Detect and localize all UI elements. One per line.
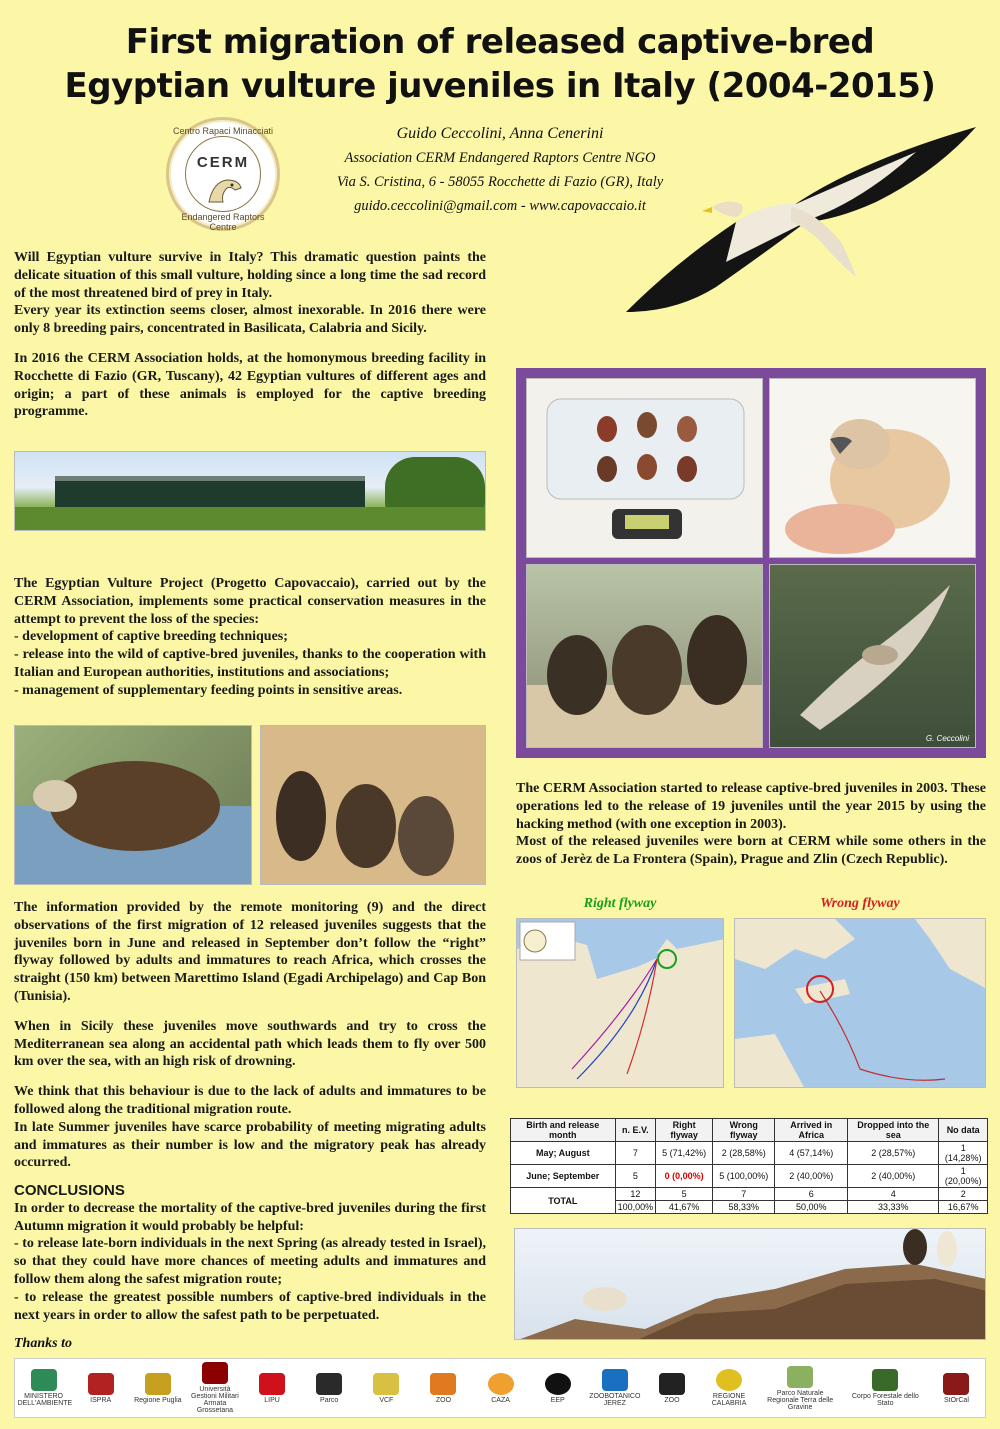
table-header: Birth and release month: [511, 1119, 616, 1142]
table-cell: 5 (71,42%): [656, 1142, 713, 1165]
conclusions-bullet-2: - to release the greatest possible numbers of captive-bred individuals in the next years in order to allow the safest path to be perpetuated.: [14, 1289, 486, 1323]
table-cell: 33,33%: [848, 1201, 939, 1214]
sponsor-logo: Parco Naturale Regionale Terra delle Gravine: [760, 1366, 840, 1411]
table-cell: 7: [713, 1188, 775, 1201]
zoo-logo-icon: [430, 1373, 456, 1395]
table-cell: 100,00%: [615, 1201, 656, 1214]
sponsor-logo: VCF: [360, 1373, 412, 1404]
logo-top-text: Centro Rapaci Minacciati: [172, 126, 274, 136]
table-header: Right flyway: [656, 1119, 713, 1142]
storcal-logo-icon: [943, 1373, 969, 1395]
table-total-row: [511, 1188, 988, 1201]
table-header: No data: [939, 1119, 988, 1142]
sponsor-logo: MINISTERO DELL'AMBIENTE: [18, 1369, 70, 1407]
wrong-flyway-map-drawing: [735, 919, 986, 1088]
table-cell: May; August: [511, 1142, 616, 1165]
sponsor-logo: ISPRA: [75, 1373, 127, 1404]
breeding-facility-photo: [14, 451, 486, 531]
sponsor-logo: ZOO: [646, 1373, 698, 1404]
photo-grid-frame: [516, 368, 986, 758]
table-cell: 12: [615, 1188, 656, 1201]
vulture-head-icon: [205, 172, 245, 206]
sponsor-logo: StOrCal: [930, 1373, 982, 1404]
table-cell: 2: [939, 1188, 988, 1201]
triangle-logo-icon: [202, 1362, 228, 1384]
incubator-illustration: [527, 379, 763, 558]
shield-logo-icon: [145, 1373, 171, 1395]
address: Via S. Cristina, 6 - 58055 Rocchette di Fazio (GR), Italy: [336, 174, 664, 190]
eagle-logo-icon: [872, 1369, 898, 1391]
facility-illustration: [15, 452, 486, 531]
vulture-in-flight-photo: [769, 564, 976, 748]
sponsor-logo: REGIONE CALABRIA: [703, 1369, 755, 1407]
parco-logo-icon: [787, 1366, 813, 1388]
juveniles-in-box-photo: [260, 725, 486, 885]
findings-paragraph-1: The information provided by the remote monitoring (9) and the direct observations of the first migration of 12 released juveniles suggests that the juveniles born in June and released in September don’t follow the “right” flyway followed by adults and immatures to reach Africa, which crosses the straight (150 km) between Marettimo Island (Egadi Archipelago) and Cap Bon (Tunisia).: [14, 900, 486, 1004]
table-cell: 58,33%: [713, 1201, 775, 1214]
right-flyway-label: Right flyway: [583, 896, 657, 911]
project-bullet-3: - management of supplementary feeding points in sensitive areas.: [14, 682, 403, 698]
project-paragraph: The Egyptian Vulture Project (Progetto Capovaccaio), carried out by the CERM Association, implements some practical conservation measures in the attempt to prevent the loss of the species:: [14, 576, 486, 627]
caza-logo-icon: [488, 1373, 514, 1395]
right-flyway-map-drawing: [517, 919, 724, 1088]
tagged-juvenile-illustration: [15, 726, 252, 885]
intro-paragraph-2: Every year its extinction seems closer, almost inexorable. In 2016 there were only 8 breeding pairs, concentrated in Basilicata, Calabria and Sicily.: [14, 303, 486, 337]
table-cell: 2 (40,00%): [848, 1165, 939, 1188]
findings-paragraph-3: We think that this behaviour is due to the lack of adults and immatures to be followed along the traditional migration route.: [14, 1084, 486, 1117]
project-section: [14, 575, 486, 700]
intro-paragraph-3: In 2016 the CERM Association holds, at the homonymous breeding facility in Rocchette di Fazio (GR, Tuscany), 42 Egyptian vultures of different ages and origin; a part of these animals is employed for the captive breeding programme.: [14, 350, 486, 420]
emblem-logo-icon: [88, 1373, 114, 1395]
flight-illustration: [770, 565, 976, 748]
project-bullet-2: - release into the wild of captive-bred juveniles, thanks to the cooperation with Italian and European authorities, institutions and associations;: [14, 647, 486, 680]
juveniles-box-illustration: [261, 726, 486, 885]
table-cell: June; September: [511, 1165, 616, 1188]
poster-title: [0, 20, 1000, 108]
release-paragraph-1: The CERM Association started to release captive-bred juveniles in 2003. These operations led to the release of 19 juveniles until the year 2015 by using the hacking method (with one exception in 2003).: [516, 781, 986, 832]
sponsors-bar: [14, 1358, 986, 1418]
title-line-2: Egyptian vulture juveniles in Italy (2004-2015): [64, 66, 936, 106]
incubator-eggs-photo: [526, 378, 763, 558]
sponsor-logo: LIPU: [246, 1373, 298, 1404]
table-cell: 5: [656, 1188, 713, 1201]
table-row: [511, 1142, 988, 1165]
rocks-illustration: [515, 1229, 986, 1340]
eep-logo-icon: [545, 1373, 571, 1395]
zoo-zlin-logo-icon: [659, 1373, 685, 1395]
table-cell: 5: [615, 1165, 656, 1188]
findings-paragraph-4: In late Summer juveniles have scarce probability of meeting migrating adults and immatures as their number is low and the migratory peak has already occurred.: [14, 1119, 486, 1171]
birds-logo-icon: [316, 1373, 342, 1395]
table-header: Wrong flyway: [713, 1119, 775, 1142]
wrong-flyway-label: Wrong flyway: [820, 896, 900, 911]
table-cell: 41,67%: [656, 1201, 713, 1214]
table-cell: 6: [775, 1188, 848, 1201]
wrong-flyway-map: [734, 918, 986, 1088]
intro-paragraph-1: Will Egyptian vulture survive in Italy? This dramatic question paints the delicate situation of this small vulture, holding since a long time the sad record of the most threatened bird of prey in Italy.: [14, 250, 486, 301]
conclusions-bullet-1: - to release late-born individuals in the next Spring (as already tested in Israel), so that they could have more chances of meeting adults and immatures and follow them along the safest migration route;: [14, 1236, 486, 1287]
sponsor-logo: Parco: [303, 1373, 355, 1404]
project-bullet-1: - development of captive breeding techniques;: [14, 629, 288, 645]
migration-results-table: [510, 1118, 988, 1214]
flying-vulture-photo: [616, 112, 986, 322]
table-cell: 4: [848, 1188, 939, 1201]
table-cell: 50,00%: [775, 1201, 848, 1214]
right-flyway-map: [516, 918, 724, 1088]
conclusions-heading: CONCLUSIONS: [14, 1182, 125, 1199]
table-cell: 1 (14,28%): [939, 1142, 988, 1165]
intro-section: [14, 249, 486, 421]
zoobotanico-logo-icon: [602, 1369, 628, 1391]
table-header: Dropped into the sea: [848, 1119, 939, 1142]
vcf-logo-icon: [373, 1373, 399, 1395]
table-header: n. E.V.: [615, 1119, 656, 1142]
conclusions-paragraph: In order to decrease the mortality of the captive-bred juveniles during the first Autumn migration it would probably be helpful:: [14, 1200, 486, 1234]
table-cell: 2 (28,57%): [848, 1142, 939, 1165]
logo-bottom-text: Endangered Raptors Centre: [181, 212, 265, 232]
cerm-logo: [166, 117, 280, 231]
sponsor-logo: Corpo Forestale dello Stato: [845, 1369, 925, 1407]
enclosure-illustration: [527, 565, 763, 748]
vultures-on-rocks-photo: [514, 1228, 986, 1340]
sponsor-logo: Regione Puglia: [132, 1373, 184, 1404]
table-cell: 1 (20,00%): [939, 1165, 988, 1188]
table-total-label: TOTAL: [511, 1188, 616, 1214]
table-cell: 2 (40,00%): [775, 1165, 848, 1188]
table-cell: 16,67%: [939, 1201, 988, 1214]
table-cell: 5 (100,00%): [713, 1165, 775, 1188]
conclusions-section: [14, 1182, 486, 1324]
sponsor-logo: EEP: [532, 1373, 584, 1404]
logo-center-text: CERM: [196, 154, 250, 171]
lipu-logo-icon: [259, 1373, 285, 1395]
release-paragraph-2: Most of the released juveniles were born at CERM while some others in the zoos of Jerèz de La Frontera (Spain), Prague and Zlin (Czech Republic).: [516, 834, 986, 868]
table-cell: 2 (28,58%): [713, 1142, 775, 1165]
table-header-row: [511, 1119, 988, 1142]
findings-section: [14, 899, 486, 1172]
tagged-juvenile-photo: [14, 725, 252, 885]
calabria-logo-icon: [716, 1369, 742, 1391]
star-logo-icon: [31, 1369, 57, 1391]
table-cell: 4 (57,14%): [775, 1142, 848, 1165]
table-row: [511, 1165, 988, 1188]
table-cell-highlight: 0 (0,00%): [656, 1165, 713, 1188]
sponsor-logo: ZOO: [417, 1373, 469, 1404]
findings-paragraph-2: When in Sicily these juveniles move southwards and try to cross the Mediterranean sea along an accidental path which leads them to fly over 500 km over the sea, with an high risk of drowning.: [14, 1018, 486, 1070]
thanks-label: Thanks to: [14, 1336, 72, 1351]
photo-credit: G. Ceccolini: [925, 734, 969, 743]
chick-illustration: [770, 379, 976, 558]
title-line-1: First migration of released captive-bred: [125, 22, 875, 62]
juveniles-enclosure-photo: [526, 564, 763, 748]
contact: guido.ceccolini@gmail.com - www.capovaccaio.it: [354, 198, 646, 214]
affiliation: Association CERM Endangered Raptors Centre NGO: [344, 150, 656, 166]
table-header: Arrived in Africa: [775, 1119, 848, 1142]
sponsor-logo: ZOOBOTANICO JEREZ: [589, 1369, 641, 1407]
chick-in-hand-photo: [769, 378, 976, 558]
release-section: [516, 780, 986, 869]
sponsor-logo: Università Gestioni Militari Armata Grossetana: [189, 1362, 241, 1414]
author-names: Guido Ceccolini, Anna Cenerini: [396, 125, 604, 142]
table-cell: 7: [615, 1142, 656, 1165]
sponsor-logo: CAZA: [475, 1373, 527, 1404]
